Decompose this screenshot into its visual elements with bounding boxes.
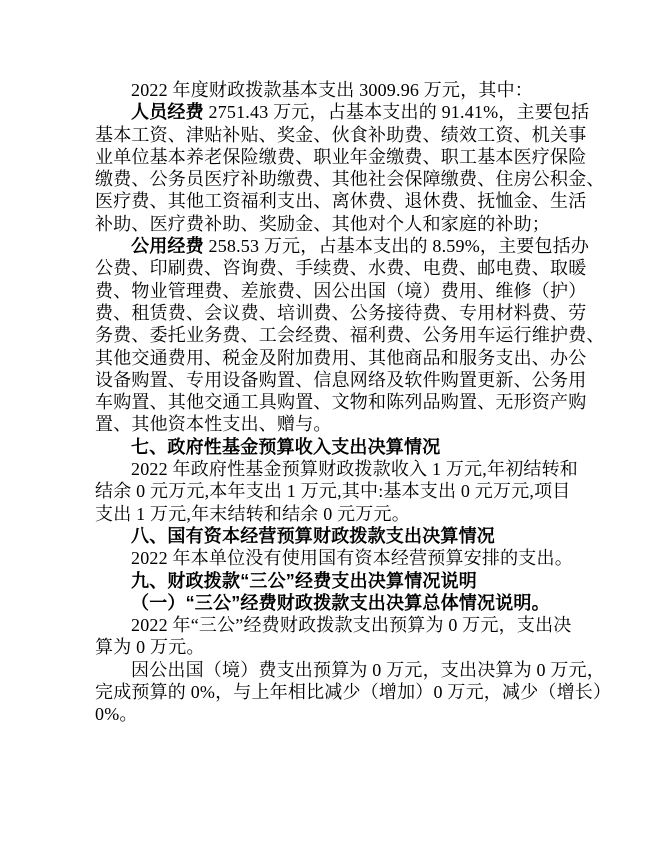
section-heading bbox=[95, 592, 560, 614]
section-heading bbox=[95, 436, 560, 458]
body-text-run: 公费、印刷费、咨询费、手续费、水费、电费、邮电费、取暖 bbox=[95, 258, 587, 279]
text-line bbox=[95, 614, 572, 636]
text-line bbox=[95, 681, 612, 703]
body-text-run: 结余 0 元万元,本年支出 1 万元,其中:基本支出 0 元万元,项目 bbox=[95, 481, 571, 502]
section-heading bbox=[95, 525, 560, 547]
text-line bbox=[95, 257, 587, 279]
text-line bbox=[95, 391, 587, 413]
text-line bbox=[95, 503, 560, 525]
text-line bbox=[95, 458, 578, 480]
text-line bbox=[95, 659, 605, 681]
text-line bbox=[95, 280, 587, 302]
text-line bbox=[95, 302, 587, 324]
bold-text-run: 八、国有资本经营预算财政拨款支出决算情况 bbox=[131, 525, 495, 546]
section-heading bbox=[95, 570, 560, 592]
body-text-run: 医疗费、其他工资福利支出、离休费、退休费、抚恤金、生活 bbox=[95, 191, 587, 212]
body-text-run: 2751.43 万元，占基本支出的 91.41%，主要包括 bbox=[203, 102, 590, 123]
text-line bbox=[95, 703, 560, 725]
body-text-run: 其他交通费用、税金及附加费用、其他商品和服务支出、办公 bbox=[95, 347, 587, 368]
body-text-run: 缴费、公务员医疗补助缴费、其他社会保障缴费、住房公积金、 bbox=[95, 169, 605, 190]
bold-text-run: 九、财政拨款“三公”经费支出决算情况说明 bbox=[131, 570, 477, 591]
text-line bbox=[95, 547, 573, 569]
text-line bbox=[95, 235, 590, 257]
body-text-run: 设备购置、专用设备购置、信息网络及软件购置更新、公务用 bbox=[95, 369, 587, 390]
body-text-run: 费、物业管理费、差旅费、因公出国（境）费用、维修（护） bbox=[95, 280, 587, 301]
text-line bbox=[95, 101, 590, 123]
body-text-run: 258.53 万元，占基本支出的 8.59%，主要包括办 bbox=[203, 236, 590, 257]
body-text-run: 因公出国（境）费支出预算为 0 万元，支出决算为 0 万元， bbox=[131, 659, 605, 680]
body-text-run: 务费、委托业务费、工会经费、福利费、公务用车运行维护费、 bbox=[95, 325, 605, 346]
body-text-run: 2022 年政府性基金预算财政拨款收入 1 万元,年初结转和 bbox=[131, 459, 578, 480]
text-line bbox=[95, 190, 587, 212]
body-text-run: 0%。 bbox=[95, 704, 138, 725]
body-text-run: 算为 0 万元。 bbox=[95, 637, 205, 658]
bold-text-run: 人员经费 bbox=[131, 102, 204, 123]
text-line bbox=[95, 369, 587, 391]
body-text-run: 2022 年度财政拨款基本支出 3009.96 万元，其中： bbox=[131, 80, 533, 100]
body-text-run: 置、其他资本性支出、赠与。 bbox=[95, 414, 332, 435]
body-text-run: 业单位基本养老保险缴费、职业年金缴费、职工基本医疗保险 bbox=[95, 146, 587, 167]
bold-text-run: （一）“三公”经费财政拨款支出决算总体情况说明。 bbox=[131, 592, 550, 613]
body-text-run: 费、租赁费、会议费、培训费、公务接待费、专用材料费、劳 bbox=[95, 302, 587, 323]
text-line bbox=[95, 124, 587, 146]
body-text-run: 支出 1 万元,年末结转和结余 0 元万元。 bbox=[95, 503, 410, 524]
document-body bbox=[95, 79, 612, 726]
text-line bbox=[95, 324, 605, 346]
text-line bbox=[95, 213, 560, 235]
text-line bbox=[95, 480, 571, 502]
bold-text-run: 七、政府性基金预算收入支出决算情况 bbox=[131, 436, 441, 457]
text-line bbox=[95, 636, 560, 658]
body-text-run: 2022 年本单位没有使用国有资本经营预算安排的支出。 bbox=[131, 548, 573, 569]
bold-text-run: 公用经费 bbox=[131, 236, 204, 257]
text-line bbox=[95, 347, 587, 369]
body-text-run: 车购置、其他交通工具购置、文物和陈列品购置、无形资产购 bbox=[95, 392, 587, 413]
body-text-run: 完成预算的 0%，与上年相比减少（增加）0 万元，减少（增长） bbox=[95, 682, 612, 703]
body-text-run: 2022 年“三公”经费财政拨款支出预算为 0 万元，支出决 bbox=[131, 615, 572, 636]
text-line bbox=[95, 168, 605, 190]
body-text-run: 补助、医疗费补助、奖励金、其他对个人和家庭的补助； bbox=[95, 213, 550, 234]
text-line bbox=[95, 413, 560, 435]
text-line bbox=[95, 146, 587, 168]
body-text-run: 基本工资、津贴补贴、奖金、伙食补助费、绩效工资、机关事 bbox=[95, 124, 587, 145]
text-line bbox=[95, 79, 560, 101]
